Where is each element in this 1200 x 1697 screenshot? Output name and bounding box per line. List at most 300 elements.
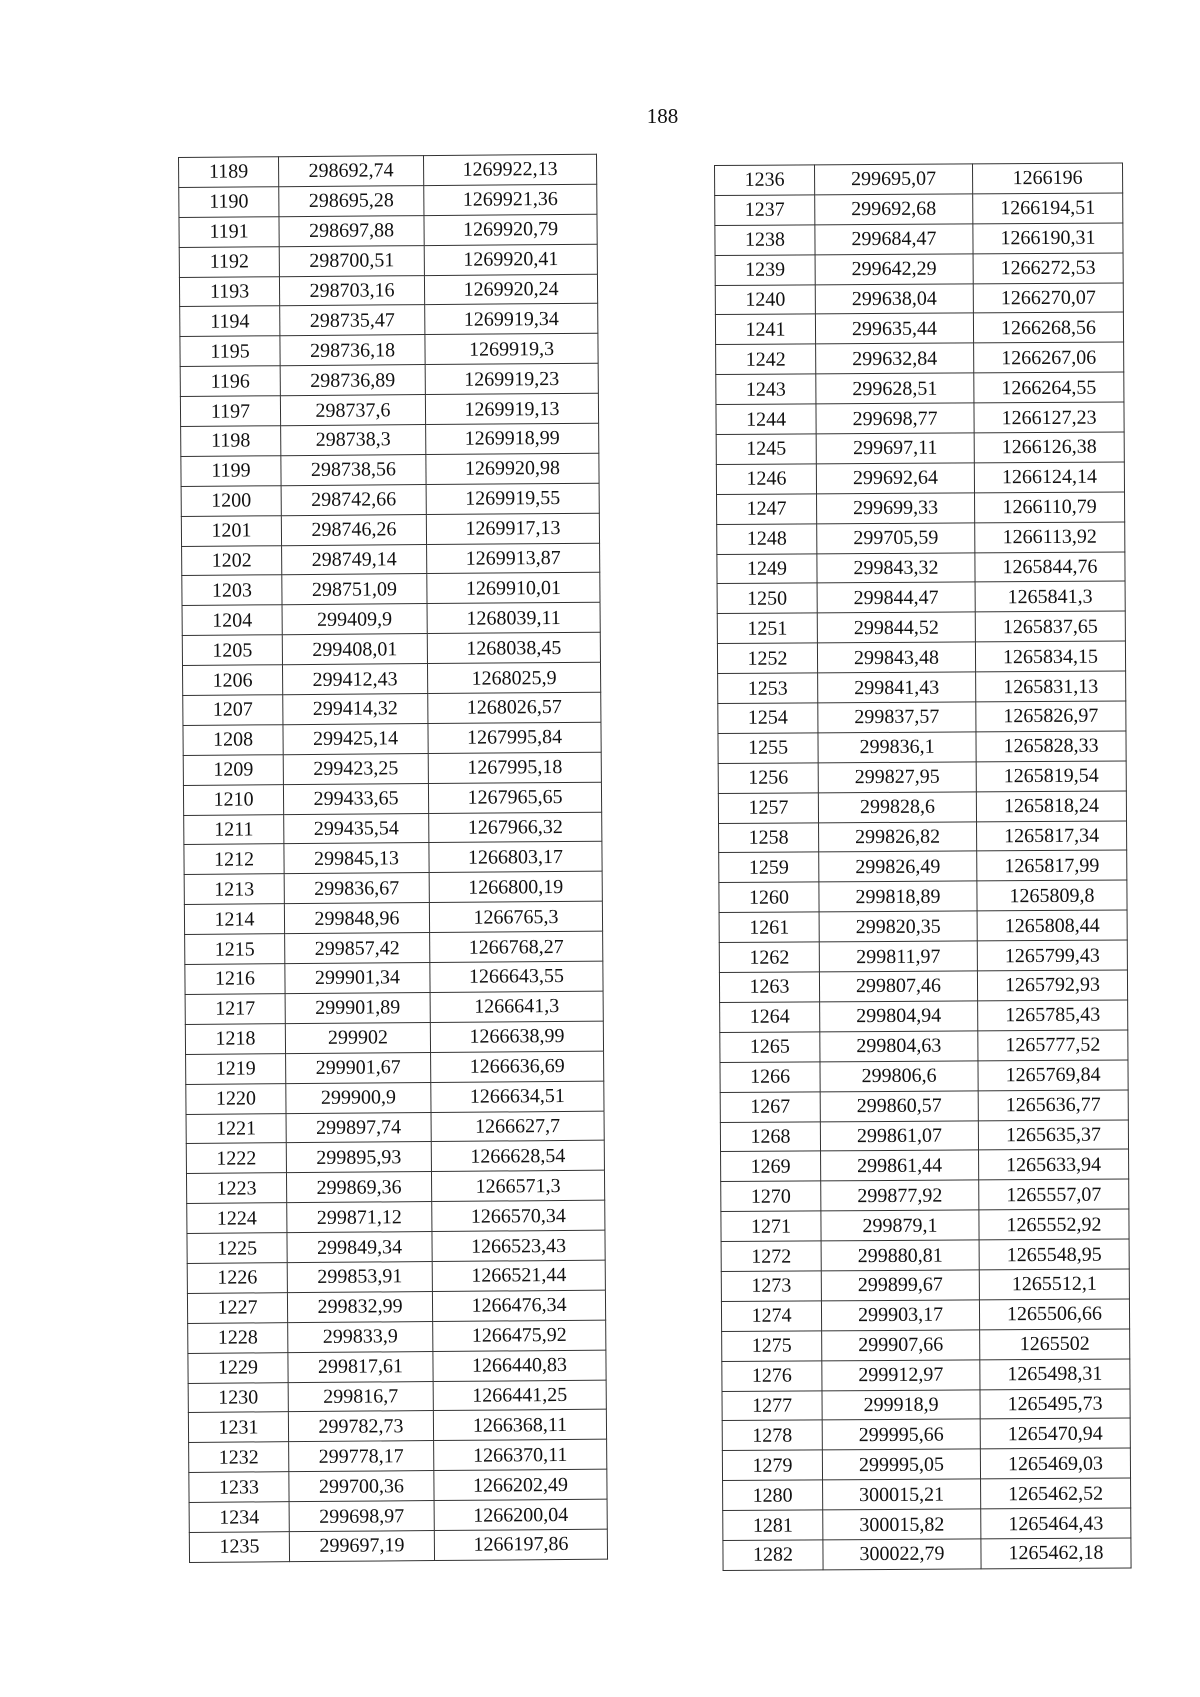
y-coordinate-cell: 1267995,18	[428, 752, 601, 783]
point-number-cell: 1222	[186, 1143, 286, 1174]
y-coordinate-cell: 1265557,07	[979, 1179, 1129, 1210]
point-number-cell: 1255	[718, 733, 818, 764]
y-coordinate-cell: 1265834,15	[975, 641, 1125, 672]
x-coordinate-cell: 299901,67	[286, 1052, 431, 1083]
point-number-cell: 1268	[720, 1121, 820, 1152]
x-coordinate-cell: 299857,42	[285, 933, 430, 964]
point-number-cell: 1247	[717, 494, 817, 525]
point-number-cell: 1207	[183, 695, 283, 726]
table-row	[720, 1119, 1128, 1151]
table-row	[718, 761, 1126, 793]
point-number-cell: 1263	[719, 972, 819, 1003]
point-number-cell: 1219	[186, 1053, 286, 1084]
x-coordinate-cell: 299425,14	[283, 723, 428, 754]
table-row	[718, 731, 1126, 763]
x-coordinate-cell: 299843,32	[817, 552, 975, 583]
table-row	[721, 1299, 1129, 1331]
table-row	[719, 940, 1127, 972]
y-coordinate-cell: 1268039,11	[427, 603, 600, 634]
y-coordinate-cell: 1268025,9	[427, 662, 600, 693]
point-number-cell: 1248	[717, 524, 817, 555]
x-coordinate-cell: 299697,19	[289, 1530, 434, 1561]
table-row	[189, 1529, 607, 1562]
table-row	[717, 552, 1125, 584]
table-row	[185, 991, 603, 1024]
y-coordinate-cell: 1265809,8	[977, 880, 1127, 911]
point-number-cell: 1258	[719, 822, 819, 853]
point-number-cell: 1191	[179, 216, 279, 247]
point-number-cell: 1217	[185, 994, 285, 1025]
point-number-cell: 1260	[719, 882, 819, 913]
x-coordinate-cell: 299848,96	[284, 903, 429, 934]
table-row	[181, 423, 599, 456]
y-coordinate-cell: 1266200,04	[434, 1499, 607, 1530]
point-number-cell: 1277	[722, 1390, 822, 1421]
y-coordinate-cell: 1269918,99	[426, 423, 599, 454]
y-coordinate-cell: 1269921,36	[424, 184, 597, 215]
table-row	[179, 274, 597, 307]
y-coordinate-cell: 1266126,38	[974, 432, 1124, 463]
table-row	[723, 1478, 1131, 1510]
x-coordinate-cell: 299782,73	[288, 1411, 433, 1442]
table-row	[189, 1439, 607, 1472]
table-row	[723, 1538, 1131, 1570]
y-coordinate-cell: 1269917,13	[426, 513, 599, 544]
y-coordinate-cell: 1266368,11	[433, 1410, 606, 1441]
y-coordinate-cell: 1266268,56	[973, 312, 1123, 343]
y-coordinate-cell: 1267966,32	[429, 812, 602, 843]
y-coordinate-cell: 1267965,65	[428, 782, 601, 813]
y-coordinate-cell: 1269920,98	[426, 453, 599, 484]
point-number-cell: 1254	[718, 703, 818, 734]
y-coordinate-cell: 1265817,99	[977, 850, 1127, 881]
y-coordinate-cell: 1266523,43	[432, 1230, 605, 1261]
point-number-cell: 1201	[181, 515, 281, 546]
x-coordinate-cell: 299684,47	[815, 224, 973, 255]
x-coordinate-cell: 299705,59	[817, 523, 975, 554]
y-coordinate-cell: 1269919,34	[425, 304, 598, 335]
coordinates-table-right	[714, 163, 1132, 1571]
point-number-cell: 1272	[721, 1241, 821, 1272]
x-coordinate-cell: 298697,88	[279, 215, 424, 246]
table-row	[720, 1000, 1128, 1032]
y-coordinate-cell: 1266628,54	[431, 1141, 604, 1172]
point-number-cell: 1229	[188, 1352, 288, 1383]
point-number-cell: 1212	[184, 844, 284, 875]
table-row	[186, 1051, 604, 1084]
table-row	[183, 692, 601, 725]
x-coordinate-cell: 299778,17	[289, 1441, 434, 1472]
x-coordinate-cell: 299918,9	[822, 1389, 980, 1420]
point-number-cell: 1233	[189, 1472, 289, 1503]
table-row	[181, 513, 599, 546]
x-coordinate-cell: 299832,99	[287, 1291, 432, 1322]
y-coordinate-cell: 1269922,13	[423, 154, 596, 185]
point-number-cell: 1223	[186, 1173, 286, 1204]
y-coordinate-cell: 1265495,73	[980, 1388, 1130, 1419]
x-coordinate-cell: 298700,51	[279, 245, 424, 276]
y-coordinate-cell: 1269919,13	[425, 393, 598, 424]
point-number-cell: 1214	[184, 904, 284, 935]
point-number-cell: 1239	[715, 255, 815, 286]
x-coordinate-cell: 299833,9	[288, 1321, 433, 1352]
table-row	[719, 970, 1127, 1002]
table-row	[184, 842, 602, 875]
point-number-cell: 1244	[716, 404, 816, 435]
y-coordinate-cell: 1266627,7	[431, 1111, 604, 1142]
point-number-cell: 1200	[181, 485, 281, 516]
table-row	[185, 931, 603, 964]
table-row	[181, 453, 599, 486]
y-coordinate-cell: 1266264,55	[974, 372, 1124, 403]
y-coordinate-cell: 1265818,24	[976, 791, 1126, 822]
point-number-cell: 1198	[181, 426, 281, 457]
y-coordinate-cell: 1269919,23	[425, 363, 598, 394]
point-number-cell: 1230	[188, 1382, 288, 1413]
x-coordinate-cell: 298735,47	[280, 305, 425, 336]
table-row	[184, 901, 602, 934]
y-coordinate-cell: 1266440,83	[433, 1350, 606, 1381]
x-coordinate-cell: 299635,44	[815, 313, 973, 344]
y-coordinate-cell: 1265469,03	[980, 1448, 1130, 1479]
table-row	[718, 671, 1126, 703]
x-coordinate-cell: 298738,3	[281, 425, 426, 456]
point-number-cell: 1193	[179, 276, 279, 307]
point-number-cell: 1237	[715, 195, 815, 226]
point-number-cell: 1256	[718, 763, 818, 794]
point-number-cell: 1209	[183, 755, 283, 786]
point-number-cell: 1257	[718, 793, 818, 824]
point-number-cell: 1227	[187, 1293, 287, 1324]
x-coordinate-cell: 298736,89	[280, 365, 425, 396]
table-row	[187, 1230, 605, 1263]
y-coordinate-cell: 1266641,3	[430, 991, 603, 1022]
point-number-cell: 1226	[187, 1263, 287, 1294]
y-coordinate-cell: 1265831,13	[976, 671, 1126, 702]
table-row	[723, 1508, 1131, 1540]
table-row	[722, 1388, 1130, 1420]
x-coordinate-cell: 299807,46	[819, 971, 977, 1002]
x-coordinate-cell: 298703,16	[279, 275, 424, 306]
x-coordinate-cell: 299853,91	[287, 1261, 432, 1292]
y-coordinate-cell: 1266643,55	[430, 961, 603, 992]
y-coordinate-cell: 1265826,97	[976, 701, 1126, 732]
table-row	[180, 363, 598, 396]
x-coordinate-cell: 299826,49	[819, 851, 977, 882]
table-row	[719, 910, 1127, 942]
y-coordinate-cell: 1266475,92	[433, 1320, 606, 1351]
x-coordinate-cell: 298742,66	[281, 484, 426, 515]
y-coordinate-cell: 1265548,95	[979, 1239, 1129, 1270]
x-coordinate-cell: 298736,18	[280, 335, 425, 366]
point-number-cell: 1236	[715, 165, 815, 196]
x-coordinate-cell: 299880,81	[821, 1240, 979, 1271]
y-coordinate-cell: 1266194,51	[973, 193, 1123, 224]
x-coordinate-cell: 299897,74	[286, 1112, 431, 1143]
x-coordinate-cell: 299995,05	[822, 1449, 980, 1480]
x-coordinate-cell: 299900,9	[286, 1082, 431, 1113]
y-coordinate-cell: 1266638,99	[430, 1021, 603, 1052]
x-coordinate-cell: 299828,6	[818, 792, 976, 823]
table-row	[188, 1410, 606, 1443]
table-row	[186, 1141, 604, 1174]
table-row	[184, 872, 602, 905]
point-number-cell: 1241	[715, 314, 815, 345]
y-coordinate-cell: 1266800,19	[429, 872, 602, 903]
table-row	[182, 573, 600, 606]
point-number-cell: 1208	[183, 725, 283, 756]
x-coordinate-cell: 299423,25	[283, 753, 428, 784]
y-coordinate-cell: 1265552,92	[979, 1209, 1129, 1240]
table-row	[720, 1030, 1128, 1062]
x-coordinate-cell: 299902	[285, 1022, 430, 1053]
x-coordinate-cell: 299869,36	[286, 1172, 431, 1203]
y-coordinate-cell: 1266272,53	[973, 253, 1123, 284]
point-number-cell: 1195	[180, 336, 280, 367]
x-coordinate-cell: 300022,79	[823, 1539, 981, 1570]
page-number: 188	[646, 104, 679, 128]
x-coordinate-cell: 299861,07	[820, 1120, 978, 1151]
table-row	[715, 223, 1123, 255]
x-coordinate-cell: 299820,35	[819, 911, 977, 942]
y-coordinate-cell: 1266803,17	[429, 842, 602, 873]
x-coordinate-cell: 299879,1	[821, 1210, 979, 1241]
y-coordinate-cell: 1265769,84	[978, 1060, 1128, 1091]
y-coordinate-cell: 1265792,93	[977, 970, 1127, 1001]
x-coordinate-cell: 299827,95	[818, 762, 976, 793]
y-coordinate-cell: 1265470,94	[980, 1418, 1130, 1449]
point-number-cell: 1220	[186, 1083, 286, 1114]
y-coordinate-cell: 1267995,84	[428, 722, 601, 753]
x-coordinate-cell: 299811,97	[819, 941, 977, 972]
y-coordinate-cell: 1269920,41	[424, 244, 597, 275]
y-coordinate-cell: 1266113,92	[975, 522, 1125, 553]
y-coordinate-cell: 1265844,76	[975, 552, 1125, 583]
x-coordinate-cell: 299697,11	[816, 433, 974, 464]
y-coordinate-cell: 1265462,18	[981, 1538, 1131, 1569]
table-row	[179, 214, 597, 247]
y-coordinate-cell: 1265819,54	[976, 761, 1126, 792]
table-row	[180, 393, 598, 426]
point-number-cell: 1262	[719, 942, 819, 973]
x-coordinate-cell: 299861,44	[821, 1150, 979, 1181]
x-coordinate-cell: 299903,17	[821, 1300, 979, 1331]
x-coordinate-cell: 299995,66	[822, 1419, 980, 1450]
point-number-cell: 1276	[722, 1360, 822, 1391]
point-number-cell: 1271	[721, 1211, 821, 1242]
table-row	[187, 1260, 605, 1293]
point-number-cell: 1228	[188, 1322, 288, 1353]
point-number-cell: 1206	[182, 665, 282, 696]
table-row	[718, 701, 1126, 733]
table-row	[179, 184, 597, 217]
x-coordinate-cell: 299871,12	[287, 1202, 432, 1233]
x-coordinate-cell: 299841,43	[818, 672, 976, 703]
y-coordinate-cell: 1265636,77	[978, 1090, 1128, 1121]
y-coordinate-cell: 1265633,94	[979, 1149, 1129, 1180]
x-coordinate-cell: 299844,52	[817, 612, 975, 643]
y-coordinate-cell: 1266267,06	[974, 342, 1124, 373]
point-number-cell: 1203	[182, 575, 282, 606]
x-coordinate-cell: 298695,28	[279, 185, 424, 216]
point-number-cell: 1235	[189, 1532, 289, 1563]
x-coordinate-cell: 299435,54	[284, 813, 429, 844]
table-row	[715, 283, 1123, 315]
table-row	[719, 880, 1127, 912]
table-row	[716, 372, 1124, 404]
y-coordinate-cell: 1269919,3	[425, 334, 598, 365]
y-coordinate-cell: 1265828,33	[976, 731, 1126, 762]
y-coordinate-cell: 1269913,87	[427, 543, 600, 574]
x-coordinate-cell: 298749,14	[282, 544, 427, 575]
point-number-cell: 1202	[182, 545, 282, 576]
y-coordinate-cell: 1266127,23	[974, 402, 1124, 433]
x-coordinate-cell: 300015,21	[823, 1479, 981, 1510]
point-number-cell: 1275	[722, 1331, 822, 1362]
y-coordinate-cell: 1265841,3	[975, 581, 1125, 612]
y-coordinate-cell: 1266196	[972, 163, 1122, 194]
point-number-cell: 1243	[716, 374, 816, 405]
y-coordinate-cell: 1266202,49	[434, 1469, 607, 1500]
table-row	[188, 1380, 606, 1413]
point-number-cell: 1280	[723, 1480, 823, 1511]
x-coordinate-cell: 299414,32	[283, 694, 428, 725]
y-coordinate-cell: 1265462,52	[981, 1478, 1131, 1509]
point-number-cell: 1245	[716, 434, 816, 465]
x-coordinate-cell: 299692,68	[815, 194, 973, 225]
y-coordinate-cell: 1265635,37	[978, 1119, 1128, 1150]
point-number-cell: 1249	[717, 553, 817, 584]
point-number-cell: 1242	[716, 344, 816, 375]
table-row	[180, 334, 598, 367]
point-number-cell: 1250	[717, 583, 817, 614]
y-coordinate-cell: 1266124,14	[974, 462, 1124, 493]
table-row	[186, 1170, 604, 1203]
point-number-cell: 1231	[188, 1412, 288, 1443]
y-coordinate-cell: 1265808,44	[977, 910, 1127, 941]
table-row	[721, 1179, 1129, 1211]
y-coordinate-cell: 1265502	[980, 1329, 1130, 1360]
point-number-cell: 1205	[182, 635, 282, 666]
y-coordinate-cell: 1266634,51	[431, 1081, 604, 1112]
y-coordinate-cell: 1266768,27	[430, 931, 603, 962]
y-coordinate-cell: 1266570,34	[432, 1200, 605, 1231]
coordinates-table-left	[178, 154, 608, 1563]
table-row	[717, 641, 1125, 673]
y-coordinate-cell: 1266476,34	[432, 1290, 605, 1321]
x-coordinate-cell: 299698,97	[289, 1501, 434, 1532]
table-row	[189, 1469, 607, 1502]
point-number-cell: 1282	[723, 1540, 823, 1571]
table-row	[186, 1081, 604, 1114]
x-coordinate-cell: 299836,1	[818, 732, 976, 763]
x-coordinate-cell: 299895,93	[286, 1142, 431, 1173]
y-coordinate-cell: 1265498,31	[980, 1359, 1130, 1390]
x-coordinate-cell: 299804,63	[820, 1031, 978, 1062]
point-number-cell: 1204	[182, 605, 282, 636]
table-row	[717, 492, 1125, 524]
y-coordinate-cell: 1265799,43	[977, 940, 1127, 971]
point-number-cell: 1281	[723, 1510, 823, 1541]
table-row	[720, 1090, 1128, 1122]
x-coordinate-cell: 299692,64	[816, 463, 974, 494]
point-number-cell: 1199	[181, 456, 281, 487]
x-coordinate-cell: 299860,57	[820, 1091, 978, 1122]
table-row	[721, 1209, 1129, 1241]
y-coordinate-cell: 1268038,45	[427, 632, 600, 663]
point-number-cell: 1240	[715, 284, 815, 315]
table-row	[719, 821, 1127, 853]
point-number-cell: 1234	[189, 1502, 289, 1533]
table-row	[716, 342, 1124, 374]
x-coordinate-cell: 298692,74	[279, 156, 424, 187]
table-row	[182, 662, 600, 695]
table-row	[188, 1350, 606, 1383]
table-row	[716, 402, 1124, 434]
x-coordinate-cell: 299844,47	[817, 582, 975, 613]
x-coordinate-cell: 299901,34	[285, 963, 430, 994]
y-coordinate-cell: 1265464,43	[981, 1508, 1131, 1539]
table-row	[715, 193, 1123, 225]
x-coordinate-cell: 299849,34	[287, 1232, 432, 1263]
point-number-cell: 1192	[179, 246, 279, 277]
point-number-cell: 1267	[720, 1091, 820, 1122]
table-row	[180, 304, 598, 337]
table-row	[716, 462, 1124, 494]
y-coordinate-cell: 1266636,69	[431, 1051, 604, 1082]
point-number-cell: 1278	[722, 1420, 822, 1451]
x-coordinate-cell: 299698,77	[816, 403, 974, 434]
point-number-cell: 1196	[180, 366, 280, 397]
x-coordinate-cell: 299877,92	[821, 1180, 979, 1211]
x-coordinate-cell: 299804,94	[820, 1001, 978, 1032]
y-coordinate-cell: 1265837,65	[975, 611, 1125, 642]
x-coordinate-cell: 299632,84	[816, 343, 974, 374]
table-row	[721, 1269, 1129, 1301]
x-coordinate-cell: 299642,29	[815, 254, 973, 285]
x-coordinate-cell: 299836,67	[284, 873, 429, 904]
point-number-cell: 1221	[186, 1113, 286, 1144]
point-number-cell: 1224	[187, 1203, 287, 1234]
point-number-cell: 1218	[185, 1024, 285, 1055]
point-number-cell: 1270	[721, 1181, 821, 1212]
y-coordinate-cell: 1266370,11	[434, 1439, 607, 1470]
point-number-cell: 1266	[720, 1062, 820, 1093]
x-coordinate-cell: 299638,04	[815, 283, 973, 314]
x-coordinate-cell: 299695,07	[815, 164, 973, 195]
y-coordinate-cell: 1266765,3	[429, 901, 602, 932]
table-row	[717, 522, 1125, 554]
point-number-cell: 1265	[720, 1032, 820, 1063]
table-row	[179, 154, 597, 187]
point-number-cell: 1269	[721, 1151, 821, 1182]
x-coordinate-cell: 299837,57	[818, 702, 976, 733]
table-row	[185, 1021, 603, 1054]
table-row	[183, 782, 601, 815]
x-coordinate-cell: 298751,09	[282, 574, 427, 605]
y-coordinate-cell: 1265512,1	[979, 1269, 1129, 1300]
table-row	[722, 1359, 1130, 1391]
x-coordinate-cell: 299845,13	[284, 843, 429, 874]
point-number-cell: 1252	[717, 643, 817, 674]
point-number-cell: 1211	[184, 814, 284, 845]
x-coordinate-cell: 298746,26	[281, 514, 426, 545]
x-coordinate-cell: 299843,48	[817, 642, 975, 673]
point-number-cell: 1251	[717, 613, 817, 644]
table-row	[179, 244, 597, 277]
table-row	[715, 163, 1123, 195]
x-coordinate-cell: 298738,56	[281, 454, 426, 485]
